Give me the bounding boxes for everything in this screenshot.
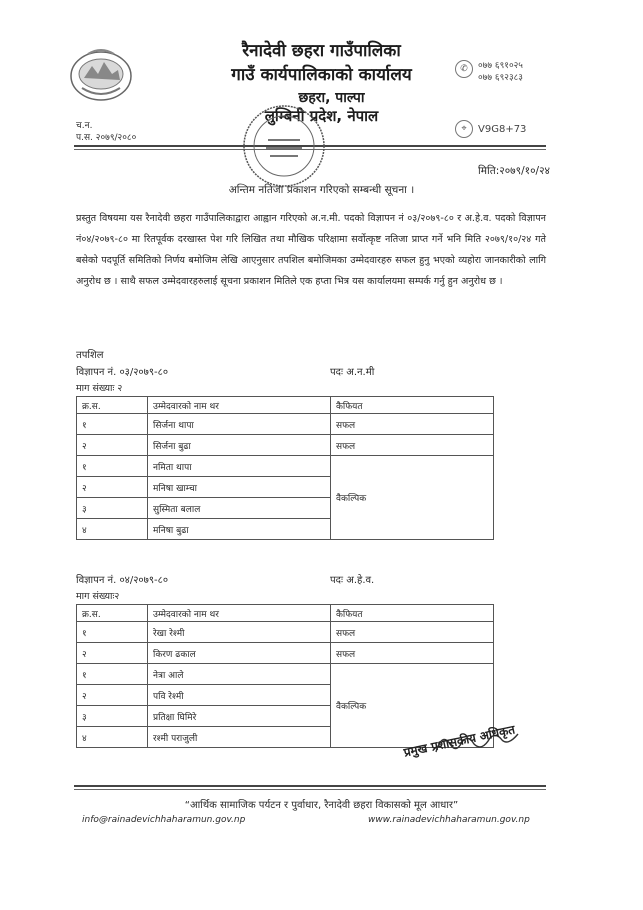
row-sn: ३	[77, 498, 148, 519]
row-sn: २	[77, 643, 148, 664]
demand-count-2: माग संख्याः२	[76, 591, 120, 602]
notice-subject: अन्तिम नतिजा प्रकाशन गरिएको सम्बन्धी सूचना ।	[228, 184, 415, 196]
advert-number-1: विज्ञापन नं. ०३/२०७९-८०	[76, 367, 169, 378]
alternate-remark: वैकल्पिक	[331, 664, 494, 748]
advert-number-2: विज्ञापन नं. ०४/२०७९-८०	[76, 575, 169, 586]
row-sn: १	[77, 664, 148, 685]
phone-number-1: ०७७ ६९१०२५	[478, 61, 523, 71]
row-sn: १	[77, 622, 148, 643]
plus-code: V9G8+73	[478, 124, 527, 135]
result-table-2	[76, 604, 494, 748]
row-name: सुस्मिता बलाल	[148, 498, 331, 519]
result-table-1	[76, 396, 494, 540]
reference-number: च.न.	[76, 121, 93, 131]
row-name: पवि रेश्मी	[148, 685, 331, 706]
row-sn: २	[77, 435, 148, 456]
row-name: सिर्जना बुढा	[148, 435, 331, 456]
column-header-sn: क्र.स.	[77, 605, 148, 622]
column-header-sn: क्र.स.	[77, 397, 148, 414]
row-name: किरण ढकाल	[148, 643, 331, 664]
footer-email: info@rainadevichhaharamun.gov.np	[82, 815, 246, 825]
row-sn: ४	[77, 727, 148, 748]
column-header-remark: कैफियत	[331, 605, 494, 622]
row-remark: सफल	[331, 414, 494, 435]
row-name: रश्मी पराजुली	[148, 727, 331, 748]
row-name: प्रतिक्षा घिमिरे	[148, 706, 331, 727]
row-sn: २	[77, 477, 148, 498]
row-sn: १	[77, 414, 148, 435]
footer-slogan: “आर्थिक सामाजिक पर्यटन र पुर्वाधार, रैनादेवी छहरा विकासको मूल आधार”	[184, 800, 459, 811]
row-name: नमिता थापा	[148, 456, 331, 477]
phone-icon: ✆	[455, 60, 473, 78]
phone-number-2: ०७७ ६९२३८३	[478, 73, 523, 83]
table-row	[77, 414, 494, 435]
row-name: मनिषा बुढा	[148, 519, 331, 540]
column-header-name: उम्मेदवारको नाम थर	[148, 397, 331, 414]
signatory-title: प्रमुख प्रशासकीय अधिकृत	[402, 722, 517, 760]
column-header-remark: कैफियत	[331, 397, 494, 414]
row-remark: सफल	[331, 643, 494, 664]
row-name: रेखा रेश्मी	[148, 622, 331, 643]
fiscal-year-ref: प.स. २०७९/२०८०	[76, 133, 137, 143]
row-remark: सफल	[331, 622, 494, 643]
row-sn: ३	[77, 706, 148, 727]
post-name-1: पदः अ.न.मी	[330, 367, 375, 378]
table-row	[77, 456, 494, 477]
table-header-row	[77, 605, 494, 622]
office-name: गाउँ कार्यपालिकाको कार्यालय	[231, 65, 412, 85]
demand-count-1: माग संख्याः २	[76, 383, 123, 394]
table-row	[77, 622, 494, 643]
province-name: लुम्बिनी प्रदेश, नेपाल	[264, 107, 379, 125]
row-sn: ४	[77, 519, 148, 540]
office-stamp	[238, 100, 330, 192]
location-pin-icon: ⌖	[455, 120, 473, 138]
office-address: छहरा, पाल्पा	[298, 90, 365, 106]
row-sn: २	[77, 685, 148, 706]
table-row	[77, 643, 494, 664]
footer-divider	[74, 785, 546, 787]
row-sn: १	[77, 456, 148, 477]
org-name: रैनादेवी छहरा गाउँपालिका	[242, 41, 401, 61]
alternate-remark: वैकल्पिक	[331, 456, 494, 540]
footer-divider-thin	[74, 789, 546, 790]
table-row	[77, 435, 494, 456]
notice-body: प्रस्तुत विषयमा यस रैनादेवी छहरा गाउँपालिकाद्वारा आह्वान गरिएको अ.न.मी. पदको विज्ञापन नं ०३/२०७९-८० र अ.हे.व. पदको विज्ञापन नं०४/२०७९-८० मा रितपूर्वक दरखास्त पेश गरि लिखित तथा मौखिक परिक्षामा सर्वोत्कृष्ट नतिजा प्राप्त गर्ने भनि मिति २०७९/१०/२४ गते बसेको पदपूर्ति समितिको निर्णय बमोजिम लेखि आएनुसार तपशिल बमोजिमका उम्मेदवारहरु सफल हुनु भएको व्यहोरा जानकारीको लागि अनुरोध छ । साथै सफल उम्मेदवारहरुलाई सूचना प्रकाशन मितिले एक हप्ता भित्र यस कार्यालयमा सम्पर्क गर्नु हुन अनुरोध छ ।	[76, 213, 546, 287]
table-header-row	[77, 397, 494, 414]
row-remark: सफल	[331, 435, 494, 456]
row-name: मनिषा खाम्चा	[148, 477, 331, 498]
column-header-name: उम्मेदवारको नाम थर	[148, 605, 331, 622]
details-heading: तपशिल	[76, 350, 104, 361]
row-name: नेत्रा आले	[148, 664, 331, 685]
row-name: सिर्जना थापा	[148, 414, 331, 435]
post-name-2: पदः अ.हे.व.	[330, 575, 375, 586]
footer-website: www.rainadevichhaharamun.gov.np	[368, 815, 530, 825]
table-row	[77, 664, 494, 685]
notice-date: मिति:२०७९/१०/२४	[478, 165, 550, 177]
